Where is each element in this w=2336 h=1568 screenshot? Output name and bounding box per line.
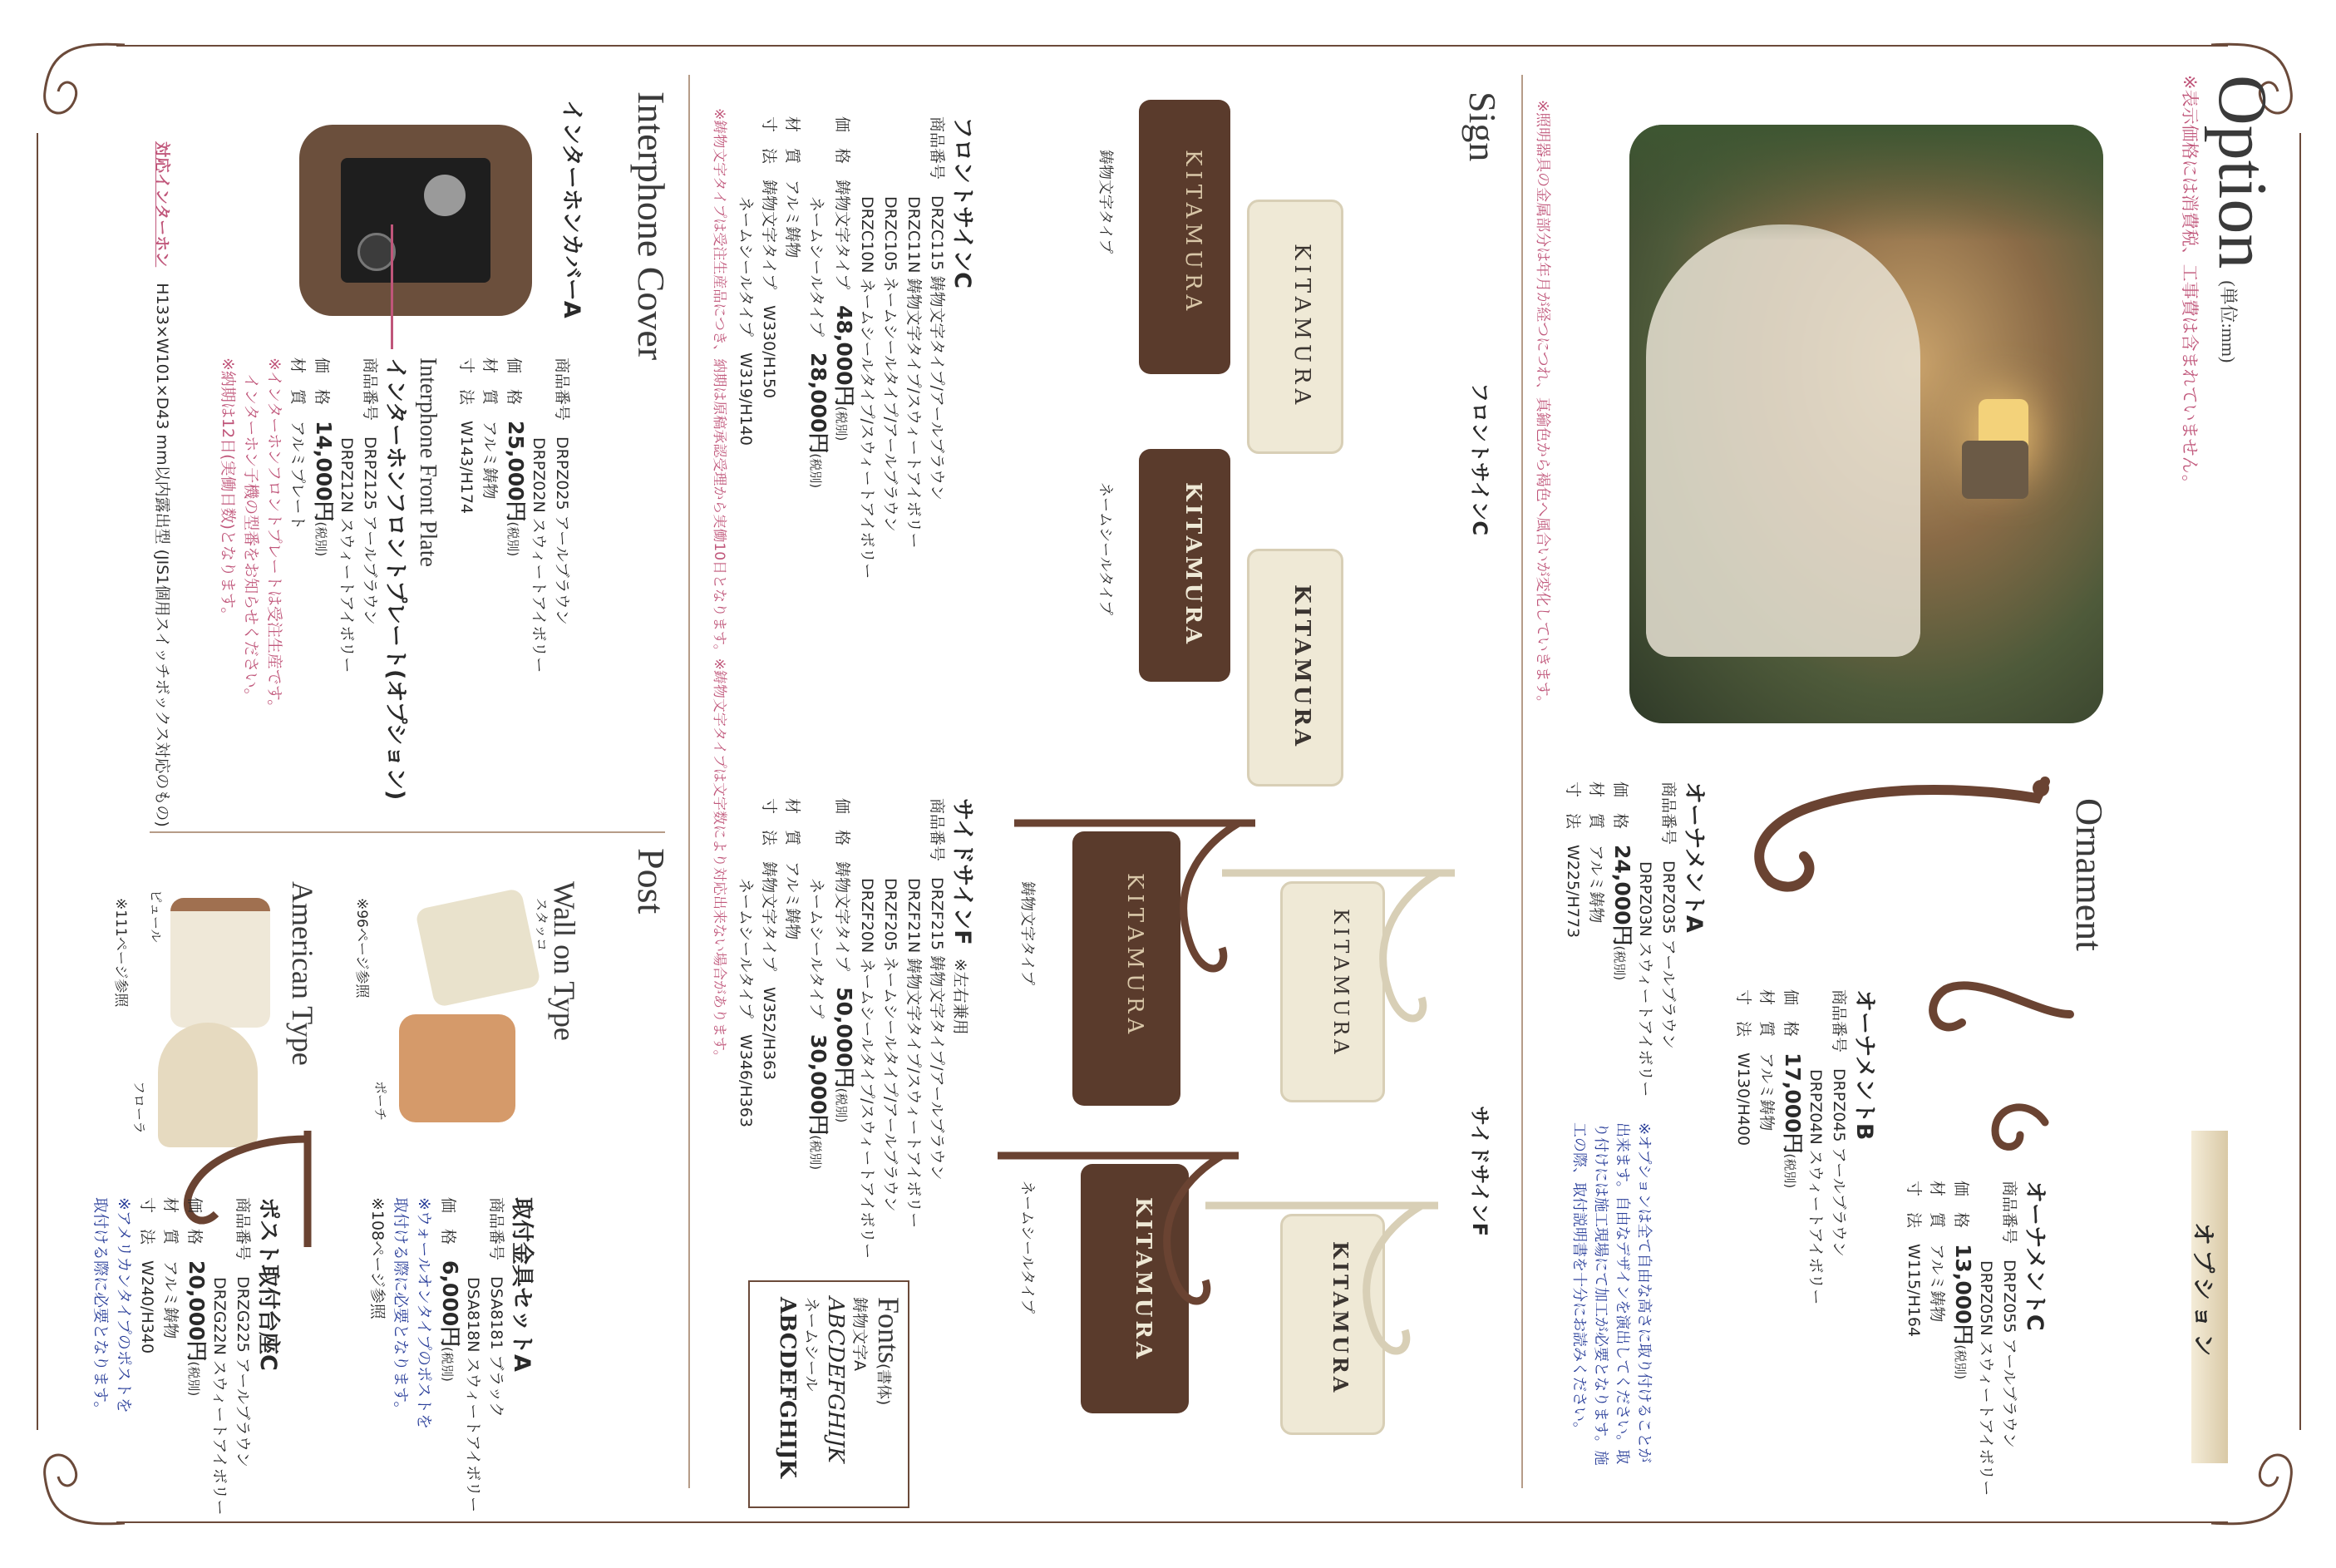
sign-note: ※鋳物文字タイプは受注生産品につき、納期は原稿承認受理から実働10日となります。※鋳物文字タイプは文字数により対応出来ない場合があります。	[711, 108, 727, 1064]
fonts-sub: (書体)	[875, 1363, 892, 1406]
spec-price: 25,000円	[504, 421, 528, 522]
american-ref: ※111ページ参照	[112, 898, 129, 1008]
spec-key: 価 格	[505, 357, 523, 406]
divider-sign-interphone	[688, 75, 690, 1488]
spec-key: 商品番号	[361, 357, 379, 422]
wall-post-porch-image	[399, 1014, 515, 1122]
front-sign-label: フロントサインC	[1468, 382, 1491, 535]
spec-key: 商品番号	[553, 357, 571, 422]
divider-ornament-sign	[1521, 75, 1523, 1488]
spec-value: アルミ鋳物	[481, 421, 499, 500]
spec-tax: (税別)	[1612, 945, 1627, 981]
ornament-b-name: オーナメントB	[1851, 989, 1877, 1141]
spec-key: 寸 法	[457, 357, 476, 406]
interphone-cover-name: インターホンカバーA	[559, 100, 584, 318]
spec-value: DRZF20N ネームシールタイプ/スウィートアイボリー	[858, 878, 876, 1260]
compat-label: 対応インターホン	[153, 141, 171, 268]
spec-tax: (税別)	[1953, 1344, 1968, 1380]
spec-value: アルミ鋳物	[783, 180, 801, 259]
spec-key: 価 格	[1952, 1181, 1970, 1229]
mount-note: 取付ける際に必要となります。	[392, 1197, 410, 1418]
photo-postbox	[1962, 441, 2028, 499]
spec-key: 材 質	[1757, 989, 1776, 1038]
frame-top-rule	[116, 45, 2228, 47]
spec-key: 材 質	[288, 357, 307, 406]
spec-value: ネームシールタイプ	[807, 878, 825, 1018]
divider-interphone-post	[150, 831, 665, 833]
spec-tax: (税別)	[808, 1135, 823, 1171]
spec-key: 商品番号	[234, 1197, 252, 1261]
plate-text: KITAMURA	[1289, 244, 1314, 410]
interphone-plate-heading: Interphone Front Plate	[415, 357, 441, 567]
spec-key: 商品番号	[928, 798, 946, 862]
interphone-plate-spec	[216, 357, 441, 800]
ornament-b-image	[1912, 964, 2078, 1056]
spec-value: ネームシールタイプ	[737, 196, 755, 337]
spec-value: DRPZ04N スウィートアイボリー	[1806, 1069, 1825, 1305]
spec-value: 鋳物文字タイプ	[833, 180, 851, 290]
spec-value: DRPZ035 アールブラウン	[1659, 860, 1678, 1049]
font-cast-sample: ABCDEFGHIJK	[823, 1297, 848, 1463]
spec-value: DRPZ125 アールブラウン	[361, 436, 379, 625]
interphone-cover-spec	[558, 100, 590, 318]
plate-text: KITAMURA	[1289, 584, 1314, 750]
spec-price: 30,000円	[806, 1033, 830, 1136]
spec-value: DRZC115 鋳物文字タイプ/アールブラウン	[928, 195, 946, 500]
spec-key: 価 格	[833, 116, 851, 165]
spec-key: 寸 法	[138, 1197, 156, 1245]
spec-value: DRZG225 アールブラウン	[234, 1276, 252, 1467]
spec-key: 価 格	[439, 1197, 457, 1245]
ornament-c-name: オーナメントC	[2022, 1181, 2048, 1331]
unit-label: (単位:mm)	[2218, 280, 2239, 363]
front-cast-caption: 鋳物文字タイプ	[1097, 150, 1114, 254]
spec-value: DRZF215 鋳物文字タイプ/アールブラウン	[928, 877, 946, 1181]
spec-price: 13,000円	[1951, 1244, 1975, 1345]
spec-value: アルミ鋳物	[1757, 1053, 1776, 1132]
frame-left-rule	[37, 133, 38, 1430]
wall-post-stucco-image	[415, 888, 541, 1008]
spec-value: DSA818N スウィートアイボリー	[464, 1277, 482, 1513]
front-sign-cast-brown	[1139, 100, 1230, 374]
side-sign-bracket-icon	[1214, 865, 1463, 1081]
front-seal-caption: ネームシールタイプ	[1097, 482, 1114, 616]
american-item-pure: ピュール	[148, 890, 164, 943]
spec-key: 寸 法	[760, 116, 778, 165]
font-seal-sample: ABCDEFGHIJK	[775, 1297, 800, 1478]
wall-ref: ※96ページ参照	[353, 898, 370, 998]
spec-value: DRPZ055 アールブラウン	[2000, 1260, 2018, 1448]
spec-key: 商品番号	[1830, 989, 1848, 1053]
spec-price: 14,000円	[312, 421, 336, 522]
ornament-b-spec	[1732, 989, 1883, 1304]
photo-note: ※照明器具の金属部分は年月が経つにつれ、真鍮色から褐色へ風合いが変化していきます。	[1534, 100, 1551, 711]
spec-price: 6,000円	[438, 1260, 462, 1348]
plate-text: KITAMURA	[1329, 909, 1353, 1058]
spec-tax: (税別)	[505, 521, 520, 557]
spec-value: DRZC105 ネームシールタイプ/アールブラウン	[881, 196, 899, 532]
side-seal-caption: ネームシールタイプ	[1018, 1181, 1036, 1314]
post-stand-name: ポスト取付台座C	[255, 1197, 281, 1371]
spec-tax: (税別)	[313, 521, 328, 557]
ornament-c-image	[1979, 1089, 2053, 1164]
post-stand-spec	[89, 1197, 287, 1516]
stand-note: 取付ける際に必要となります。	[91, 1197, 110, 1418]
spec-tax: (税別)	[186, 1361, 201, 1397]
interphone-cover-rows	[455, 357, 574, 673]
post-heading: Post	[630, 848, 673, 915]
spec-price: 20,000円	[185, 1260, 209, 1362]
header-note: ※表示価格には消費税、工事費は含まれていません。	[2180, 75, 2200, 492]
frame-right-rule	[2299, 133, 2301, 1430]
front-sign-seal-ivory	[1247, 549, 1343, 786]
spec-key: 価 格	[1611, 782, 1629, 830]
spec-value: 鋳物文字タイプ	[833, 861, 851, 972]
spec-key: 商品番号	[928, 116, 946, 180]
spec-key: 価 格	[1782, 989, 1800, 1038]
font-seal-label: ネームシール	[802, 1297, 821, 1392]
spec-key: 材 質	[783, 116, 801, 165]
header	[2178, 75, 2281, 492]
spec-value: DSA8181 ブラック	[487, 1276, 505, 1418]
spec-key: 材 質	[1928, 1181, 1946, 1229]
section-tab	[2191, 1131, 2228, 1463]
font-cast-label: 鋳物文字A	[850, 1297, 869, 1371]
sign-heading: Sign	[1461, 91, 1504, 162]
spec-tax: (税別)	[440, 1347, 455, 1382]
front-sign-spec	[734, 116, 981, 579]
ornament-a-spec	[1561, 782, 1713, 1097]
mount-set-name: 取付金具セットA	[509, 1197, 535, 1372]
front-sign-cast-ivory	[1247, 200, 1343, 454]
interphone-heading: Interphone Cover	[630, 91, 673, 361]
spec-value: 鋳物文字タイプ	[760, 861, 778, 972]
spec-tax: (税別)	[1782, 1153, 1797, 1189]
spec-key: 価 格	[833, 798, 851, 846]
spec-price: 50,000円	[832, 987, 856, 1088]
spec-value: DRPZ03N スウィートアイボリー	[1636, 861, 1654, 1097]
spec-value: W346/H363	[737, 1033, 755, 1127]
compat-line	[152, 141, 175, 827]
plate-text: KITAMURA	[1131, 1197, 1156, 1363]
fonts-content	[775, 1297, 906, 1478]
spec-value: DRZC11N 鋳物文字タイプ/スウィートアイボリー	[904, 196, 923, 549]
american-item-flora: フローラ	[131, 1081, 147, 1135]
spec-key: 材 質	[783, 798, 801, 846]
spec-key: 価 格	[185, 1197, 204, 1245]
spec-value: W330/H150	[760, 305, 778, 399]
stand-note: ※アメリカンタイプのポストを	[115, 1197, 133, 1413]
spec-key: 寸 法	[1905, 1181, 1923, 1229]
front-sign-seal-brown	[1139, 449, 1230, 682]
spec-value: DRZF205 ネームシールタイプ/アールブラウン	[881, 878, 899, 1212]
plate-text: KITAMURA	[1180, 482, 1205, 648]
spec-value: ネームシールタイプ	[737, 878, 755, 1018]
ornament-a-name: オーナメントA	[1681, 782, 1707, 933]
side-sign-tag: ※左右兼用	[951, 958, 969, 1035]
plate-note: インターホン子機の型番をお知らせください。	[242, 357, 260, 704]
spec-key: 商品番号	[487, 1197, 505, 1261]
spec-key: 寸 法	[1564, 782, 1582, 830]
american-type-heading: American Type	[286, 881, 319, 1066]
interphone-plate-name: インターホンフロントプレート(オプション)	[382, 357, 408, 801]
side-sign-bracket-icon	[1197, 1197, 1446, 1413]
spec-value: DRZC10N ネームシールタイプ/スウィートアイボリー	[858, 196, 876, 579]
entrance-photo	[1629, 125, 2103, 723]
spec-value: DRZF21N 鋳物文字タイプ/スウィートアイボリー	[904, 878, 923, 1229]
spec-tax: (税別)	[808, 453, 823, 489]
spec-tax: (税別)	[834, 1087, 849, 1123]
spec-price: 24,000円	[1610, 845, 1634, 946]
spec-key: 寸 法	[760, 798, 778, 846]
plate-text: KITAMURA	[1328, 1241, 1353, 1396]
american-post-pure-image	[170, 898, 270, 1028]
mount-note: ※ウォールオンタイプのポストを	[415, 1197, 433, 1430]
spec-value: アルミプレート	[288, 421, 307, 530]
side-sign-spec	[734, 798, 981, 1259]
ornament-heading: Ornament	[2068, 798, 2111, 951]
section-tab-label: オプション	[2190, 1222, 2217, 1362]
front-sign-name: フロントサインC	[949, 116, 975, 288]
ornament-c-spec	[1902, 1181, 2053, 1496]
photo-wall	[1646, 224, 1920, 657]
plate-text: KITAMURA	[1122, 873, 1147, 1039]
spec-value: W352/H363	[760, 987, 778, 1081]
plate-callout-line	[391, 224, 393, 349]
compat-text: H133×W101×D43 mm以内露出型 (JIS1個用スイッチボックス対応のもの)	[153, 283, 171, 827]
fonts-heading: Fonts	[872, 1297, 905, 1364]
spec-value: DRPZ02N スウィートアイボリー	[530, 437, 548, 673]
ornament-a-image	[1737, 765, 2053, 906]
spec-value: W319/H140	[737, 352, 755, 446]
ornament-note-text: ※オプションは全て自由な高さに取り付けることが出来ます。自由なデザインを演出してください。取り付けには施工現場にて加工が必要となります。施工の際、取付説明書を十分にお読みください。	[1570, 1122, 1653, 1466]
spec-value: DRZG22N スウィートアイボリー	[210, 1277, 229, 1516]
side-cast-caption: 鋳物文字タイプ	[1018, 881, 1036, 986]
spec-key: 価 格	[313, 357, 331, 406]
spec-key: 商品番号	[2000, 1181, 2018, 1245]
spec-key: 寸 法	[1734, 989, 1752, 1038]
frame-bottom-rule	[116, 1521, 2228, 1523]
spec-value: W225/H773	[1564, 845, 1582, 939]
ornament-note	[1568, 1122, 1654, 1472]
spec-key: 材 質	[161, 1197, 180, 1245]
spec-value: アルミ鋳物	[1928, 1244, 1946, 1323]
spec-price: 48,000円	[832, 305, 856, 407]
mount-note: ※108ページ参照	[368, 1197, 387, 1319]
spec-price: 17,000円	[1781, 1053, 1805, 1154]
spec-tax: (税別)	[834, 406, 849, 441]
spec-value: W115/H164	[1905, 1244, 1923, 1338]
spec-value: 鋳物文字タイプ	[760, 180, 778, 290]
wall-item-porch: ポーチ	[372, 1081, 388, 1122]
spec-value: アルミ鋳物	[161, 1260, 180, 1339]
mount-set-spec	[366, 1197, 540, 1512]
wall-type-heading: Wall on Type	[548, 881, 581, 1041]
spec-value: DRPZ025 アールブラウン	[553, 436, 571, 625]
plate-text: KITAMURA	[1180, 150, 1205, 316]
spec-value: W240/H340	[138, 1260, 156, 1354]
spec-value: アルミ鋳物	[783, 861, 801, 940]
page-title: Option	[2204, 75, 2281, 269]
camera-icon	[424, 175, 466, 216]
plate-note: ※納期は12日(実働日数)となります。	[219, 357, 237, 624]
spec-key: 材 質	[481, 357, 499, 406]
spec-key: 材 質	[1587, 782, 1605, 830]
spec-value: アルミ鋳物	[1587, 845, 1605, 924]
spec-value: ネームシールタイプ	[807, 196, 825, 337]
photo-foliage	[1629, 125, 2103, 241]
spec-value: DRPZ045 アールブラウン	[1830, 1068, 1848, 1257]
plate-note: ※インターホンフロントプレートは受注生産です。	[265, 357, 283, 716]
wall-item-stucco: スタッコ	[534, 898, 550, 952]
interphone-cover-image	[299, 125, 532, 316]
spec-value: W143/H174	[457, 421, 476, 515]
spec-value: W130/H400	[1734, 1053, 1752, 1146]
spec-key: 商品番号	[1659, 782, 1678, 846]
side-sign-name: サイドサインF	[949, 798, 975, 945]
side-sign-label: サイドサインF	[1468, 1106, 1491, 1237]
spec-value: DRPZ12N スウィートアイボリー	[338, 437, 356, 673]
spec-price: 28,000円	[806, 352, 830, 454]
spec-value: DRPZ05N スウィートアイボリー	[1977, 1260, 1995, 1497]
corner-flourish-icon	[17, 17, 141, 141]
